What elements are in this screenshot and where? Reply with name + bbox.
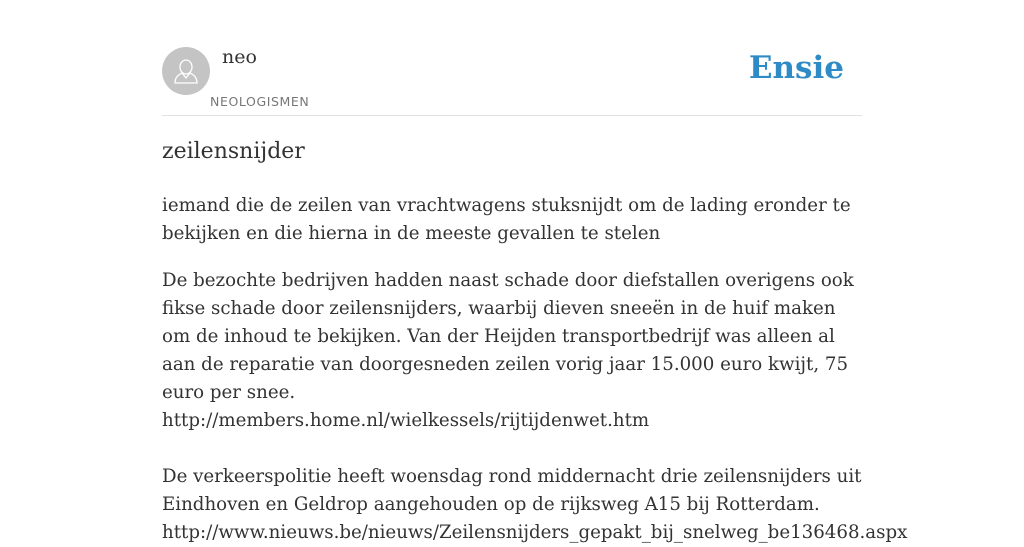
avatar[interactable] [162, 47, 210, 95]
example-source: http://www.nieuws.be/nieuws/Zeilensnijders_gepakt_bij_snelweg_be136468.aspx [162, 522, 908, 543]
example-text: De verkeerspolitie heeft woensdag rond middernacht drie zeilensnijders uit Eindhoven en Geldrop aangehouden op de rijksweg A15 bij Rotterdam. [162, 466, 862, 515]
example-source: http://members.home.nl/wielkessels/rijtijdenwet.htm [162, 410, 650, 431]
entry-definition: iemand die de zeilen van vrachtwagens stuksnijdt om de lading eronder te bekijken en die hierna in de meeste gevallen te stelen [162, 195, 851, 244]
author-link[interactable]: neo [222, 46, 257, 68]
brand-logo[interactable]: Ensie [748, 50, 844, 86]
example-separator [162, 435, 862, 463]
category-label[interactable]: NEOLOGISMEN [210, 94, 310, 109]
entry-title: zeilensnijder [162, 139, 305, 164]
example-text: De bezochte bedrijven hadden naast schade door diefstallen overigens ook fikse schade door zeilensnijders, waarbij dieven sneeën in de huif maken om de inhoud te bekijken. Van der Heijden transportbedrijf was alleen al aan de reparatie van doorgesneden zeilen vorig jaar 15.000 euro kwijt, 75 euro per snee. [162, 270, 854, 403]
entry-page [162, 0, 908, 543]
entry-header [162, 0, 862, 116]
user-silhouette-icon [162, 47, 210, 95]
entry-examples [162, 267, 908, 547]
